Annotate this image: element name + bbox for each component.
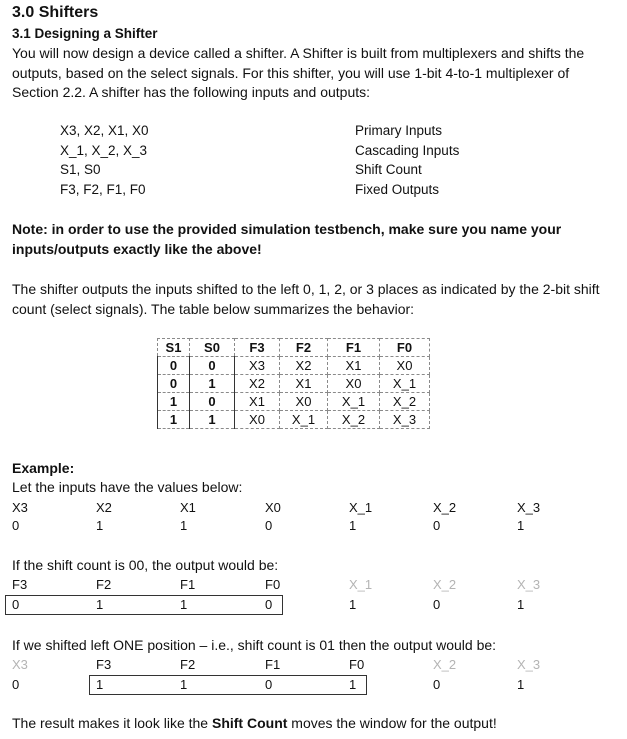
table-cell: X0: [328, 375, 380, 393]
conclusion-prefix: The result makes it look like the: [12, 715, 212, 731]
table-row: [158, 393, 430, 411]
input-label-x1: X1: [180, 500, 196, 515]
table-cell: X_1: [380, 375, 430, 393]
case1-output-window: [89, 675, 367, 695]
conclusion-bold: Shift Count: [211, 715, 288, 731]
case1-label-x3: X3: [12, 657, 28, 672]
input-label-x0: X0: [265, 500, 281, 515]
header-cell: F3: [235, 339, 280, 357]
conclusion-suffix: moves the window for the output!: [287, 715, 497, 731]
io-desc-cascading: Cascading Inputs: [355, 143, 460, 158]
case0-label-x_1: X_1: [349, 577, 373, 592]
case1-label-x_3: X_3: [517, 657, 541, 672]
table-cell: 0: [158, 357, 190, 375]
case0-value: 0: [265, 597, 273, 612]
io-signals-outputs: F3, F2, F1, F0: [60, 182, 146, 197]
case1-label-f0: F0: [349, 657, 365, 672]
case0-value: 0: [433, 597, 441, 612]
case1-label-f2: F2: [180, 657, 196, 672]
case0-text: If the shift count is 00, the output would be:: [12, 557, 279, 573]
subsection-heading: 3.1 Designing a Shifter: [12, 26, 158, 41]
case1-value: 0: [12, 677, 20, 692]
table-row: [158, 375, 430, 393]
table-cell: X3: [235, 357, 280, 375]
case0-label-f0: F0: [265, 577, 281, 592]
case1-value: 1: [349, 677, 357, 692]
table-cell: X_3: [380, 411, 430, 429]
case1-value: 0: [433, 677, 441, 692]
intro-paragraph: You will now design a device called a shifter. A Shifter is built from multiplexers and shifts the outputs, based on the select signals. For this shifter, you will use 1-bit 4-to-1 multiplexer of Section 2.2. A shifter has the following inputs and outputs:: [12, 45, 585, 100]
note-paragraph: Note: in order to use the provided simulation testbench, make sure you name your inputs/outputs exactly like the above!: [12, 221, 562, 257]
io-signals-shift: S1, S0: [60, 162, 101, 177]
table-cell: 1: [158, 411, 190, 429]
case1-value: 0: [265, 677, 273, 692]
header-cell: F2: [280, 339, 328, 357]
table-cell: 1: [190, 411, 235, 429]
io-desc-outputs: Fixed Outputs: [355, 182, 440, 197]
input-label-x_1: X_1: [349, 500, 373, 515]
table-cell: X_1: [280, 411, 328, 429]
case0-value: 1: [180, 597, 188, 612]
input-value: 0: [265, 518, 273, 533]
table-cell: X2: [280, 357, 328, 375]
example-title: Example:: [12, 460, 75, 476]
header-cell: S1: [158, 339, 190, 357]
case0-label-f3: F3: [12, 577, 28, 592]
input-value: 1: [517, 518, 525, 533]
table-cell: X1: [235, 393, 280, 411]
case1-label-f1: F1: [265, 657, 281, 672]
table-cell: X1: [328, 357, 380, 375]
input-value: 1: [96, 518, 104, 533]
io-signals-cascading: X_1, X_2, X_3: [60, 143, 148, 158]
input-value: 0: [12, 518, 20, 533]
case1-label-f3: F3: [96, 657, 112, 672]
case0-value: 0: [12, 597, 20, 612]
table-cell: X0: [380, 357, 430, 375]
table-cell: X_1: [328, 393, 380, 411]
input-label-x_2: X_2: [433, 500, 457, 515]
section-heading: 3.0 Shifters: [12, 4, 99, 21]
case0-value: 1: [349, 597, 357, 612]
case1-text: If we shifted left ONE position – i.e., shift count is 01 then the output would be:: [12, 637, 497, 653]
table-cell: X0: [235, 411, 280, 429]
input-label-x3: X3: [12, 500, 28, 515]
case0-label-f1: F1: [180, 577, 196, 592]
case1-value: 1: [96, 677, 104, 692]
header-cell: F1: [328, 339, 380, 357]
case0-label-f2: F2: [96, 577, 112, 592]
table-cell: 0: [190, 357, 235, 375]
table-cell: X_2: [328, 411, 380, 429]
case0-value: 1: [96, 597, 104, 612]
io-desc-shift: Shift Count: [355, 162, 422, 177]
table-row: [158, 357, 430, 375]
truth-table: [157, 338, 430, 429]
input-value: 1: [180, 518, 188, 533]
io-signals-primary: X3, X2, X1, X0: [60, 123, 149, 138]
table-cell: 0: [190, 393, 235, 411]
case0-value: 1: [517, 597, 525, 612]
table-cell: X0: [280, 393, 328, 411]
case1-label-x_2: X_2: [433, 657, 457, 672]
conclusion: [12, 715, 497, 731]
input-value: 1: [349, 518, 357, 533]
truth-table-header: [158, 339, 430, 357]
input-label-x_3: X_3: [517, 500, 541, 515]
table-cell: X1: [280, 375, 328, 393]
case0-label-x_2: X_2: [433, 577, 457, 592]
input-label-x2: X2: [96, 500, 112, 515]
input-value: 0: [433, 518, 441, 533]
table-intro-paragraph: The shifter outputs the inputs shifted to the left 0, 1, 2, or 3 places as indicated by the 2-bit shift count (select signals). The table below summarizes the behavior:: [12, 281, 600, 317]
example-intro: Let the inputs have the values below:: [12, 479, 243, 495]
table-cell: X_2: [380, 393, 430, 411]
case1-value: 1: [180, 677, 188, 692]
table-cell: 0: [158, 375, 190, 393]
table-cell: 1: [158, 393, 190, 411]
table-cell: 1: [190, 375, 235, 393]
io-desc-primary: Primary Inputs: [355, 123, 443, 138]
case0-label-x_3: X_3: [517, 577, 541, 592]
case1-value: 1: [517, 677, 525, 692]
table-cell: X2: [235, 375, 280, 393]
header-cell: F0: [380, 339, 430, 357]
header-cell: S0: [190, 339, 235, 357]
case0-output-window: [5, 595, 283, 615]
table-row: [158, 411, 430, 429]
